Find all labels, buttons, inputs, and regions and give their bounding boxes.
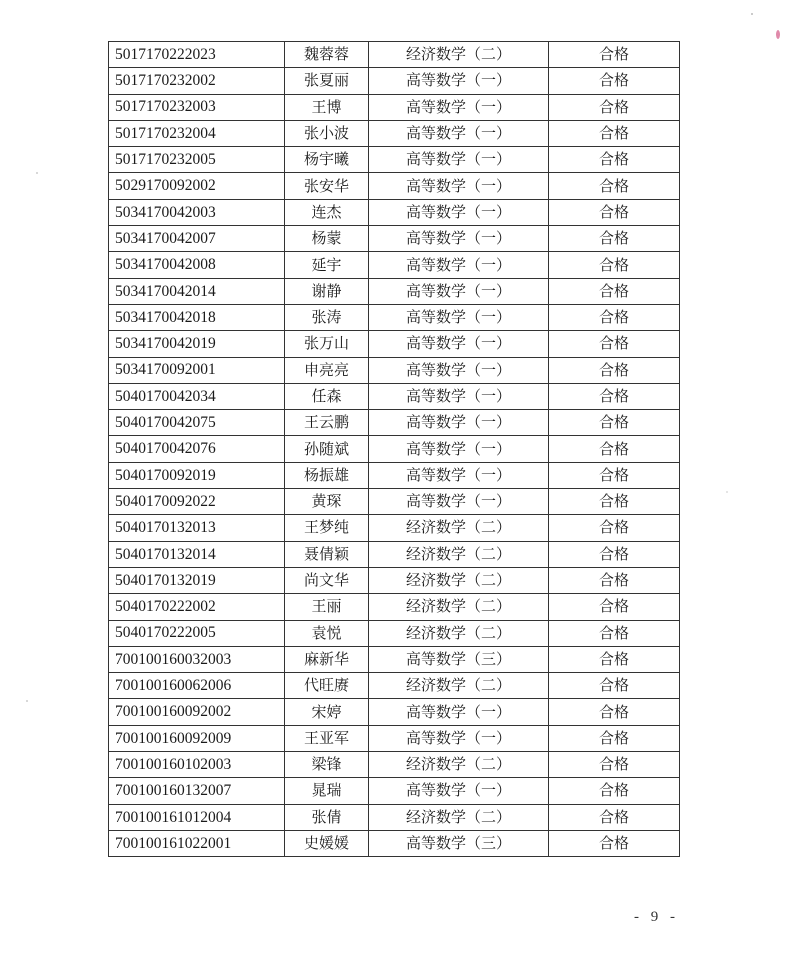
subject-cell: 高等数学（一） [369, 410, 549, 436]
result-cell: 合格 [549, 331, 680, 357]
result-cell: 合格 [549, 673, 680, 699]
student-id-cell: 700100160102003 [109, 752, 285, 778]
student-name-cell: 宋婷 [285, 699, 369, 725]
table-row [109, 725, 680, 751]
results-table [108, 41, 680, 857]
student-id-cell: 700100161012004 [109, 804, 285, 830]
student-name-cell: 张安华 [285, 173, 369, 199]
subject-cell: 高等数学（一） [369, 725, 549, 751]
subject-cell: 高等数学（三） [369, 646, 549, 672]
student-name-cell: 史媛媛 [285, 830, 369, 856]
student-name-cell: 王丽 [285, 594, 369, 620]
table-row [109, 567, 680, 593]
scan-speck [776, 30, 780, 39]
student-id-cell: 5017170232003 [109, 94, 285, 120]
student-name-cell: 王云鹏 [285, 410, 369, 436]
subject-cell: 高等数学（一） [369, 778, 549, 804]
student-id-cell: 5017170232002 [109, 68, 285, 94]
table-row [109, 173, 680, 199]
student-id-cell: 700100160092009 [109, 725, 285, 751]
result-cell: 合格 [549, 620, 680, 646]
table-row [109, 357, 680, 383]
result-cell: 合格 [549, 489, 680, 515]
student-name-cell: 魏蓉蓉 [285, 42, 369, 68]
result-cell: 合格 [549, 778, 680, 804]
table-row [109, 594, 680, 620]
student-name-cell: 杨宇曦 [285, 147, 369, 173]
subject-cell: 高等数学（一） [369, 147, 549, 173]
subject-cell: 高等数学（一） [369, 436, 549, 462]
student-name-cell: 代旺赓 [285, 673, 369, 699]
table-row [109, 752, 680, 778]
student-name-cell: 延宇 [285, 252, 369, 278]
student-name-cell: 聂倩颖 [285, 541, 369, 567]
student-name-cell: 申亮亮 [285, 357, 369, 383]
student-name-cell: 张倩 [285, 804, 369, 830]
student-id-cell: 5040170132014 [109, 541, 285, 567]
subject-cell: 高等数学（一） [369, 94, 549, 120]
table-row [109, 68, 680, 94]
student-id-cell: 5040170222005 [109, 620, 285, 646]
subject-cell: 高等数学（一） [369, 383, 549, 409]
subject-cell: 经济数学（二） [369, 594, 549, 620]
student-id-cell: 5040170042076 [109, 436, 285, 462]
student-id-cell: 5040170092019 [109, 462, 285, 488]
result-cell: 合格 [549, 646, 680, 672]
table-row [109, 830, 680, 856]
page-number: - 9 - [634, 909, 679, 925]
subject-cell: 高等数学（一） [369, 173, 549, 199]
student-id-cell: 5017170232005 [109, 147, 285, 173]
result-cell: 合格 [549, 357, 680, 383]
result-cell: 合格 [549, 304, 680, 330]
table-row [109, 804, 680, 830]
student-name-cell: 王博 [285, 94, 369, 120]
student-id-cell: 5034170092001 [109, 357, 285, 383]
student-id-cell: 5034170042007 [109, 226, 285, 252]
subject-cell: 高等数学（一） [369, 357, 549, 383]
student-id-cell: 700100160092002 [109, 699, 285, 725]
subject-cell: 高等数学（一） [369, 199, 549, 225]
subject-cell: 高等数学（一） [369, 699, 549, 725]
result-cell: 合格 [549, 383, 680, 409]
result-cell: 合格 [549, 830, 680, 856]
table-row [109, 199, 680, 225]
result-cell: 合格 [549, 120, 680, 146]
result-cell: 合格 [549, 68, 680, 94]
subject-cell: 高等数学（一） [369, 252, 549, 278]
student-name-cell: 张夏丽 [285, 68, 369, 94]
student-name-cell: 谢静 [285, 278, 369, 304]
scan-speck [726, 491, 728, 493]
student-name-cell: 任森 [285, 383, 369, 409]
student-name-cell: 袁悦 [285, 620, 369, 646]
student-id-cell: 5034170042019 [109, 331, 285, 357]
table-row [109, 383, 680, 409]
student-name-cell: 晁瑞 [285, 778, 369, 804]
subject-cell: 经济数学（二） [369, 42, 549, 68]
table-row [109, 436, 680, 462]
result-cell: 合格 [549, 410, 680, 436]
table-row [109, 462, 680, 488]
scan-speck [26, 700, 28, 702]
result-cell: 合格 [549, 515, 680, 541]
table-row [109, 489, 680, 515]
table-row [109, 147, 680, 173]
result-cell: 合格 [549, 252, 680, 278]
subject-cell: 高等数学（一） [369, 489, 549, 515]
table-row [109, 120, 680, 146]
table-body [109, 42, 680, 857]
result-cell: 合格 [549, 752, 680, 778]
table-row [109, 252, 680, 278]
result-cell: 合格 [549, 699, 680, 725]
result-cell: 合格 [549, 199, 680, 225]
result-cell: 合格 [549, 436, 680, 462]
student-name-cell: 黄琛 [285, 489, 369, 515]
table-row [109, 331, 680, 357]
result-cell: 合格 [549, 278, 680, 304]
result-cell: 合格 [549, 147, 680, 173]
result-cell: 合格 [549, 173, 680, 199]
table-row [109, 778, 680, 804]
student-id-cell: 700100160132007 [109, 778, 285, 804]
subject-cell: 高等数学（一） [369, 120, 549, 146]
table-row [109, 226, 680, 252]
table-row [109, 278, 680, 304]
scan-speck [751, 13, 753, 15]
subject-cell: 高等数学（一） [369, 226, 549, 252]
subject-cell: 高等数学（一） [369, 331, 549, 357]
student-name-cell: 张涛 [285, 304, 369, 330]
student-id-cell: 5040170042034 [109, 383, 285, 409]
student-id-cell: 5040170132013 [109, 515, 285, 541]
result-cell: 合格 [549, 541, 680, 567]
subject-cell: 经济数学（二） [369, 752, 549, 778]
student-id-cell: 5034170042003 [109, 199, 285, 225]
student-name-cell: 麻新华 [285, 646, 369, 672]
student-id-cell: 5040170132019 [109, 567, 285, 593]
table-row [109, 42, 680, 68]
student-name-cell: 王亚军 [285, 725, 369, 751]
student-name-cell: 杨蒙 [285, 226, 369, 252]
result-cell: 合格 [549, 804, 680, 830]
subject-cell: 高等数学（一） [369, 304, 549, 330]
student-id-cell: 5040170092022 [109, 489, 285, 515]
subject-cell: 高等数学（一） [369, 68, 549, 94]
student-id-cell: 5017170232004 [109, 120, 285, 146]
table-row [109, 541, 680, 567]
student-id-cell: 5040170042075 [109, 410, 285, 436]
subject-cell: 高等数学（三） [369, 830, 549, 856]
student-id-cell: 5034170042008 [109, 252, 285, 278]
student-name-cell: 杨振雄 [285, 462, 369, 488]
table-row [109, 515, 680, 541]
student-id-cell: 700100160032003 [109, 646, 285, 672]
subject-cell: 经济数学（二） [369, 804, 549, 830]
student-id-cell: 5034170042014 [109, 278, 285, 304]
table-row [109, 410, 680, 436]
result-cell: 合格 [549, 226, 680, 252]
result-cell: 合格 [549, 594, 680, 620]
student-name-cell: 王梦纯 [285, 515, 369, 541]
subject-cell: 高等数学（一） [369, 278, 549, 304]
result-cell: 合格 [549, 725, 680, 751]
subject-cell: 经济数学（二） [369, 620, 549, 646]
student-name-cell: 张小波 [285, 120, 369, 146]
table-row [109, 94, 680, 120]
student-name-cell: 张万山 [285, 331, 369, 357]
subject-cell: 经济数学（二） [369, 567, 549, 593]
result-cell: 合格 [549, 567, 680, 593]
student-id-cell: 5029170092002 [109, 173, 285, 199]
table-row [109, 646, 680, 672]
student-id-cell: 5034170042018 [109, 304, 285, 330]
student-name-cell: 梁锋 [285, 752, 369, 778]
student-name-cell: 尚文华 [285, 567, 369, 593]
student-id-cell: 700100161022001 [109, 830, 285, 856]
student-name-cell: 连杰 [285, 199, 369, 225]
student-id-cell: 700100160062006 [109, 673, 285, 699]
student-name-cell: 孙随斌 [285, 436, 369, 462]
subject-cell: 经济数学（二） [369, 673, 549, 699]
subject-cell: 经济数学（二） [369, 541, 549, 567]
scan-speck [36, 172, 38, 174]
result-cell: 合格 [549, 42, 680, 68]
table-row [109, 304, 680, 330]
table-row [109, 620, 680, 646]
subject-cell: 经济数学（二） [369, 515, 549, 541]
student-id-cell: 5040170222002 [109, 594, 285, 620]
subject-cell: 高等数学（一） [369, 462, 549, 488]
table-row [109, 673, 680, 699]
result-cell: 合格 [549, 462, 680, 488]
table-row [109, 699, 680, 725]
result-cell: 合格 [549, 94, 680, 120]
student-id-cell: 5017170222023 [109, 42, 285, 68]
